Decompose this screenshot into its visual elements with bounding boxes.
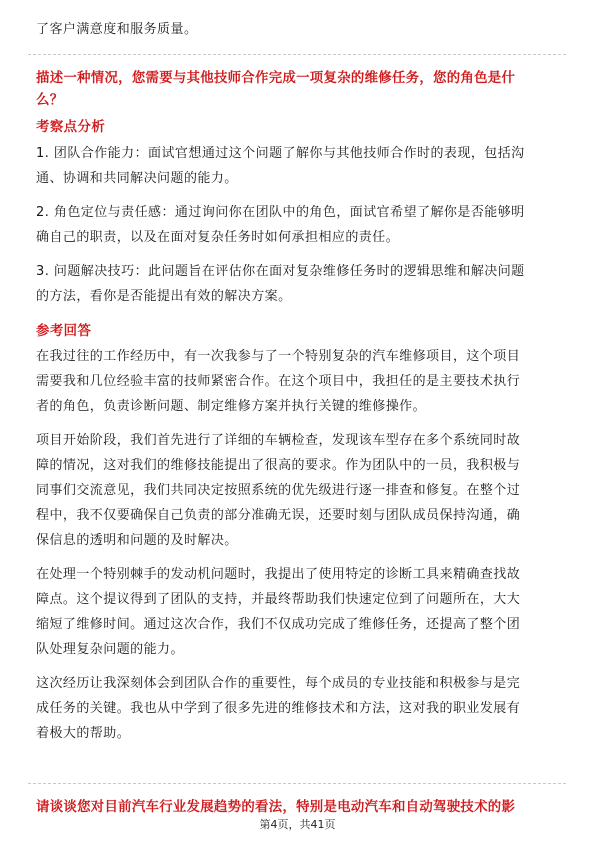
analysis-line: 2. 角色定位与责任感：通过询问你在团队中的角色，面试官希望了解你是否能够明 [36, 205, 525, 220]
answer-heading: 参考回答 [36, 324, 92, 339]
answer-line: 障点。这个提议得到了团队的支持，并最终帮助我们快速定位到了问题所在，大大 [36, 592, 521, 607]
analysis-line: 通、协调和共同解决问题的能力。 [36, 171, 238, 186]
answer-line: 同事们交流意见，我们共同决定按照系统的优先级进行逐一排查和修复。在整个过 [36, 483, 521, 498]
answer-line: 在处理一个特别棘手的发动机问题时，我提出了使用特定的诊断工具来精确查找故 [36, 567, 521, 582]
section-divider [28, 783, 566, 784]
answer-line: 成任务的关键。我也从中学到了很多先进的维修技术和方法，这对我的职业发展有 [36, 701, 521, 716]
answer-line: 在我过往的工作经历中，有一次我参与了一个特别复杂的汽车维修项目，这个项目 [36, 349, 521, 364]
answer-line: 需要我和几位经验丰富的技师紧密合作。在这个项目中，我担任的是主要技术执行 [36, 374, 521, 389]
answer-line: 程中，我不仅要确保自己负责的部分准确无误，还要时刻与团队成员保持沟通，确 [36, 508, 521, 523]
question-line: 么？ [36, 93, 64, 108]
question-line: 描述一种情况，您需要与其他技师合作完成一项复杂的维修任务，您的角色是什 [36, 71, 516, 86]
answer-line: 者的角色，负责诊断问题、制定维修方案并执行关键的维修操作。 [36, 399, 427, 414]
answer-line: 障的情况，这对我们的维修技能提出了很高的要求。作为团队中的一员，我积极与 [36, 458, 521, 473]
answer-line: 这次经历让我深刻体会到团队合作的重要性，每个成员的专业技能和积极参与是完 [36, 676, 521, 691]
answer-line: 着极大的帮助。 [36, 726, 131, 741]
answer-line: 保信息的透明和问题的及时解决。 [36, 533, 238, 548]
answer-line: 队处理复杂问题的能力。 [36, 642, 184, 657]
analysis-heading: 考察点分析 [36, 120, 106, 135]
section-divider [28, 54, 566, 55]
answer-line: 缩短了维修时间。通过这次合作，我们不仅成功完成了维修任务，还提高了整个团 [36, 617, 521, 632]
analysis-line: 3. 问题解决技巧：此问题旨在评估你在面对复杂维修任务时的逻辑思维和解决问题 [36, 264, 525, 279]
analysis-line: 1. 团队合作能力：面试官想通过这个问题了解你与其他技师合作时的表现，包括沟 [36, 146, 525, 161]
answer-line: 项目开始阶段，我们首先进行了详细的车辆检查，发现该车型存在多个系统同时故 [36, 433, 521, 448]
analysis-line: 的方法，看你是否能提出有效的解决方案。 [36, 289, 292, 304]
next-question-line: 请谈谈您对目前汽车行业发展趋势的看法，特别是电动汽车和自动驾驶技术的影 [36, 800, 516, 815]
paragraph-line: 了客户满意度和服务质量。 [36, 22, 198, 37]
page-number: 第4页，共41页 [259, 818, 336, 831]
analysis-line: 确自己的职责，以及在面对复杂任务时如何承担相应的责任。 [36, 230, 400, 245]
